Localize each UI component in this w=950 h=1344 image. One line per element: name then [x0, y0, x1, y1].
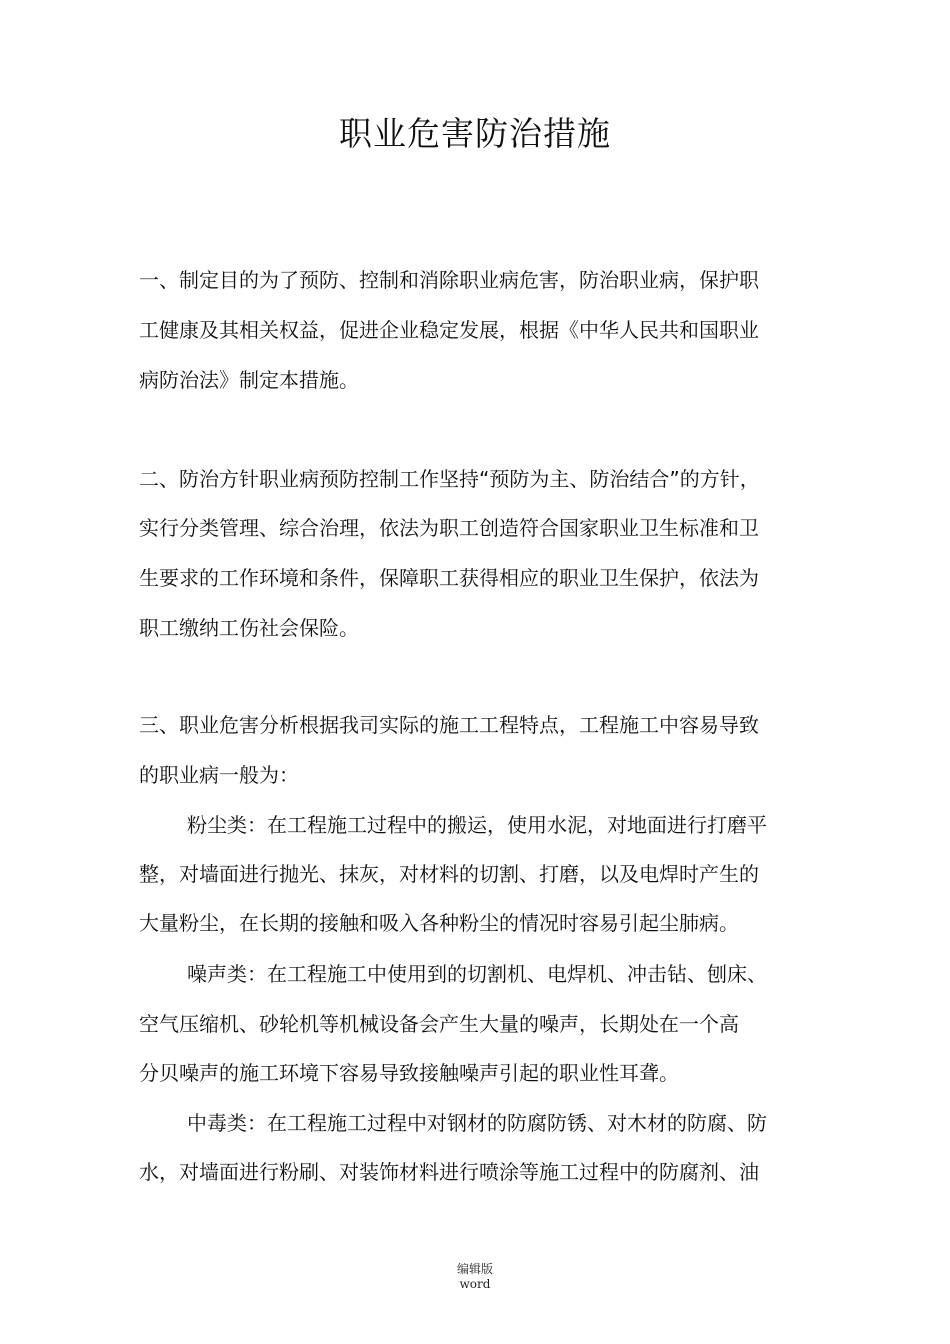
page-title: 职业危害防治措施: [339, 114, 611, 153]
footer-word: word: [459, 1277, 491, 1291]
noise-section-line-3: 分贝噪声的施工环境下容易导致接触噪声引起的职业性耳聋。: [139, 1061, 679, 1085]
paragraph-1-line-1: 一、制定目的为了预防、控制和消除职业病危害，防治职业病，保护职: [139, 268, 759, 292]
paragraph-3-line-2: 的职业病一般为：: [139, 763, 299, 787]
dust-section-line-3: 大量粉尘，在长期的接触和吸入各种粉尘的情况时容易引起尘肺病。: [139, 911, 739, 935]
paragraph-2-line-4: 职工缴纳工伤社会保险。: [139, 616, 359, 640]
paragraph-2-line-2: 实行分类管理、综合治理，依法为职工创造符合国家职业卫生标准和卫: [139, 516, 759, 540]
paragraph-1-line-2: 工健康及其相关权益，促进企业稳定发展，根据《中华人民共和国职业: [139, 318, 759, 342]
footer-label: 编辑版: [456, 1262, 493, 1276]
dust-section-line-1: 粉尘类：在工程施工过程中的搬运，使用水泥，对地面进行打磨平: [187, 813, 767, 837]
noise-section-line-2: 空气压缩机、砂轮机等机械设备会产生大量的噪声，长期处在一个高: [139, 1012, 739, 1036]
paragraph-2-line-3: 生要求的工作环境和条件，保障职工获得相应的职业卫生保护，依法为: [139, 566, 759, 590]
paragraph-1-line-3: 病防治法》制定本措施。: [139, 368, 359, 392]
paragraph-2-line-1: 二、防治方针职业病预防控制工作坚持“预防为主、防治结合”的方针，: [139, 467, 760, 491]
poison-section-line-1: 中毒类：在工程施工过程中对钢材的防腐防锈、对木材的防腐、防: [187, 1111, 767, 1135]
dust-section-line-2: 整，对墙面进行抛光、抹灰，对材料的切割、打磨，以及电焊时产生的: [139, 862, 759, 886]
noise-section-line-1: 噪声类：在工程施工中使用到的切割机、电焊机、冲击钻、刨床、: [187, 962, 767, 986]
paragraph-3-line-1: 三、职业危害分析根据我司实际的施工工程特点，工程施工中容易导致: [139, 713, 759, 737]
poison-section-line-2: 水，对墙面进行粉刷、对装饰材料进行喷涂等施工过程中的防腐剂、油: [139, 1160, 759, 1184]
